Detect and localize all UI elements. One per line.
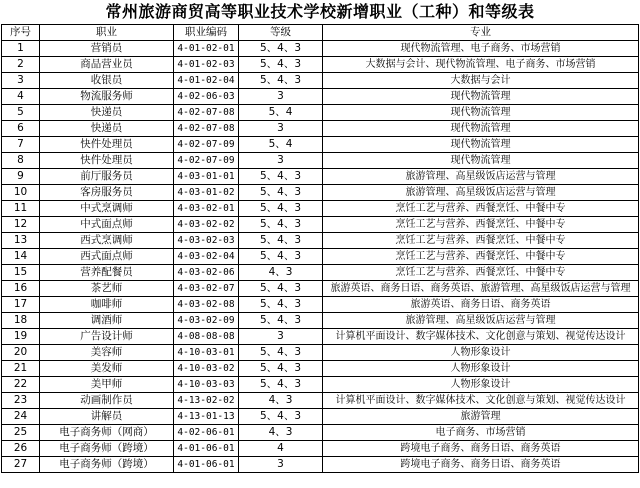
header-grade: 等级 bbox=[239, 25, 323, 41]
cell-index: 5 bbox=[2, 105, 40, 121]
table-row bbox=[2, 105, 639, 121]
cell-occupation: 客房服务员 bbox=[40, 185, 174, 201]
cell-index: 14 bbox=[2, 249, 40, 265]
cell-grade: 5、4、3 bbox=[239, 233, 323, 249]
cell-code: 4-02-07-09 bbox=[174, 153, 239, 169]
cell-occupation: 调酒师 bbox=[40, 313, 174, 329]
cell-index: 18 bbox=[2, 313, 40, 329]
cell-occupation: 讲解员 bbox=[40, 409, 174, 425]
cell-grade: 4、3 bbox=[239, 393, 323, 409]
cell-grade: 5、4、3 bbox=[239, 201, 323, 217]
cell-occupation: 茶艺师 bbox=[40, 281, 174, 297]
cell-major: 计算机平面设计、数字媒体技术、文化创意与策划、视觉传达设计 bbox=[323, 329, 639, 345]
table-row bbox=[2, 425, 639, 441]
cell-occupation: 快递员 bbox=[40, 121, 174, 137]
cell-code: 4-03-02-07 bbox=[174, 281, 239, 297]
table-row bbox=[2, 361, 639, 377]
cell-code: 4-03-02-04 bbox=[174, 249, 239, 265]
cell-code: 4-01-02-01 bbox=[174, 41, 239, 57]
cell-index: 6 bbox=[2, 121, 40, 137]
cell-index: 22 bbox=[2, 377, 40, 393]
cell-code: 4-02-06-03 bbox=[174, 89, 239, 105]
cell-index: 1 bbox=[2, 41, 40, 57]
cell-index: 27 bbox=[2, 457, 40, 473]
cell-major: 旅游管理、高星级饭店运营与管理 bbox=[323, 169, 639, 185]
header-occupation: 职业 bbox=[40, 25, 174, 41]
cell-code: 4-03-02-08 bbox=[174, 297, 239, 313]
cell-major: 旅游管理 bbox=[323, 409, 639, 425]
cell-major: 电子商务、市场营销 bbox=[323, 425, 639, 441]
cell-major: 现代物流管理、电子商务、市场营销 bbox=[323, 41, 639, 57]
cell-index: 20 bbox=[2, 345, 40, 361]
cell-code: 4-01-02-04 bbox=[174, 73, 239, 89]
cell-major: 跨境电子商务、商务日语、商务英语 bbox=[323, 457, 639, 473]
cell-index: 8 bbox=[2, 153, 40, 169]
cell-code: 4-03-02-03 bbox=[174, 233, 239, 249]
cell-grade: 5、4、3 bbox=[239, 409, 323, 425]
cell-index: 16 bbox=[2, 281, 40, 297]
cell-code: 4-02-06-01 bbox=[174, 425, 239, 441]
cell-index: 25 bbox=[2, 425, 40, 441]
cell-major: 跨境电子商务、商务日语、商务英语 bbox=[323, 441, 639, 457]
cell-grade: 4 bbox=[239, 441, 323, 457]
table-row bbox=[2, 377, 639, 393]
cell-occupation: 西式烹调师 bbox=[40, 233, 174, 249]
cell-occupation: 营养配餐员 bbox=[40, 265, 174, 281]
cell-major: 计算机平面设计、数字媒体技术、文化创意与策划、视觉传达设计 bbox=[323, 393, 639, 409]
table-header-row bbox=[2, 25, 639, 41]
cell-major: 人物形象设计 bbox=[323, 377, 639, 393]
cell-grade: 5、4、3 bbox=[239, 377, 323, 393]
cell-occupation: 中式烹调师 bbox=[40, 201, 174, 217]
cell-major: 旅游英语、商务日语、商务英语 bbox=[323, 297, 639, 313]
table-row bbox=[2, 153, 639, 169]
cell-occupation: 收银员 bbox=[40, 73, 174, 89]
cell-occupation: 快件处理员 bbox=[40, 153, 174, 169]
header-code: 职业编码 bbox=[174, 25, 239, 41]
table-row bbox=[2, 89, 639, 105]
cell-index: 23 bbox=[2, 393, 40, 409]
cell-index: 12 bbox=[2, 217, 40, 233]
cell-occupation: 动画制作员 bbox=[40, 393, 174, 409]
cell-grade: 5、4、3 bbox=[239, 345, 323, 361]
cell-grade: 5、4、3 bbox=[239, 169, 323, 185]
cell-occupation: 咖啡师 bbox=[40, 297, 174, 313]
cell-grade: 5、4、3 bbox=[239, 313, 323, 329]
cell-grade: 5、4、3 bbox=[239, 185, 323, 201]
cell-grade: 4、3 bbox=[239, 425, 323, 441]
cell-major: 人物形象设计 bbox=[323, 345, 639, 361]
cell-grade: 5、4、3 bbox=[239, 57, 323, 73]
table-row bbox=[2, 185, 639, 201]
cell-index: 4 bbox=[2, 89, 40, 105]
cell-grade: 5、4、3 bbox=[239, 217, 323, 233]
table-row bbox=[2, 201, 639, 217]
table-row bbox=[2, 313, 639, 329]
cell-code: 4-01-06-01 bbox=[174, 441, 239, 457]
cell-major: 现代物流管理 bbox=[323, 121, 639, 137]
cell-occupation: 快递员 bbox=[40, 105, 174, 121]
header-major: 专业 bbox=[323, 25, 639, 41]
table-row bbox=[2, 393, 639, 409]
cell-occupation: 快件处理员 bbox=[40, 137, 174, 153]
table-row bbox=[2, 249, 639, 265]
table-row bbox=[2, 441, 639, 457]
cell-occupation: 广告设计师 bbox=[40, 329, 174, 345]
cell-index: 7 bbox=[2, 137, 40, 153]
table-row bbox=[2, 57, 639, 73]
table-row bbox=[2, 169, 639, 185]
cell-code: 4-10-03-02 bbox=[174, 361, 239, 377]
cell-grade: 3 bbox=[239, 153, 323, 169]
table-row bbox=[2, 281, 639, 297]
cell-occupation: 电子商务师（网商） bbox=[40, 425, 174, 441]
cell-index: 19 bbox=[2, 329, 40, 345]
cell-code: 4-02-07-08 bbox=[174, 121, 239, 137]
cell-code: 4-10-03-01 bbox=[174, 345, 239, 361]
cell-occupation: 西式面点师 bbox=[40, 249, 174, 265]
table-row bbox=[2, 233, 639, 249]
table-row bbox=[2, 409, 639, 425]
cell-code: 4-01-02-03 bbox=[174, 57, 239, 73]
table-row bbox=[2, 217, 639, 233]
cell-grade: 5、4、3 bbox=[239, 73, 323, 89]
cell-major: 大数据与会计、现代物流管理、电子商务、市场营销 bbox=[323, 57, 639, 73]
table-row bbox=[2, 329, 639, 345]
cell-index: 26 bbox=[2, 441, 40, 457]
cell-major: 现代物流管理 bbox=[323, 137, 639, 153]
cell-major: 烹饪工艺与营养、西餐烹饪、中餐中专 bbox=[323, 217, 639, 233]
cell-major: 旅游英语、商务日语、商务英语、旅游管理、高星级饭店运营与管理 bbox=[323, 281, 639, 297]
cell-occupation: 美甲师 bbox=[40, 377, 174, 393]
cell-grade: 3 bbox=[239, 457, 323, 473]
cell-grade: 5、4 bbox=[239, 105, 323, 121]
cell-grade: 4、3 bbox=[239, 265, 323, 281]
table-row bbox=[2, 457, 639, 473]
cell-grade: 5、4、3 bbox=[239, 281, 323, 297]
cell-index: 10 bbox=[2, 185, 40, 201]
table-row bbox=[2, 41, 639, 57]
cell-code: 4-02-07-08 bbox=[174, 105, 239, 121]
cell-occupation: 营销员 bbox=[40, 41, 174, 57]
cell-index: 2 bbox=[2, 57, 40, 73]
cell-code: 4-03-01-01 bbox=[174, 169, 239, 185]
cell-index: 17 bbox=[2, 297, 40, 313]
cell-major: 旅游管理、高星级饭店运营与管理 bbox=[323, 313, 639, 329]
cell-grade: 5、4、3 bbox=[239, 249, 323, 265]
cell-code: 4-01-06-01 bbox=[174, 457, 239, 473]
table-row bbox=[2, 137, 639, 153]
cell-occupation: 电子商务师（跨境） bbox=[40, 457, 174, 473]
table-row bbox=[2, 73, 639, 89]
cell-grade: 5、4 bbox=[239, 137, 323, 153]
cell-index: 21 bbox=[2, 361, 40, 377]
table-body bbox=[2, 41, 639, 473]
cell-index: 9 bbox=[2, 169, 40, 185]
cell-major: 大数据与会计 bbox=[323, 73, 639, 89]
cell-index: 15 bbox=[2, 265, 40, 281]
table-row bbox=[2, 121, 639, 137]
cell-occupation: 电子商务师（跨境） bbox=[40, 441, 174, 457]
page-title: 常州旅游商贸高等职业技术学校新增职业（工种）和等级表 bbox=[105, 2, 535, 21]
occupation-table bbox=[1, 24, 639, 473]
cell-grade: 3 bbox=[239, 89, 323, 105]
cell-code: 4-03-02-02 bbox=[174, 217, 239, 233]
table-row bbox=[2, 297, 639, 313]
cell-occupation: 物流服务师 bbox=[40, 89, 174, 105]
cell-index: 11 bbox=[2, 201, 40, 217]
cell-code: 4-03-01-02 bbox=[174, 185, 239, 201]
cell-major: 烹饪工艺与营养、西餐烹饪、中餐中专 bbox=[323, 249, 639, 265]
cell-occupation: 美容师 bbox=[40, 345, 174, 361]
table-row bbox=[2, 345, 639, 361]
cell-major: 烹饪工艺与营养、西餐烹饪、中餐中专 bbox=[323, 265, 639, 281]
cell-major: 烹饪工艺与营养、西餐烹饪、中餐中专 bbox=[323, 233, 639, 249]
cell-index: 3 bbox=[2, 73, 40, 89]
cell-code: 4-08-08-08 bbox=[174, 329, 239, 345]
cell-grade: 3 bbox=[239, 121, 323, 137]
cell-occupation: 商品营业员 bbox=[40, 57, 174, 73]
cell-code: 4-13-01-13 bbox=[174, 409, 239, 425]
cell-grade: 3 bbox=[239, 329, 323, 345]
cell-code: 4-10-03-03 bbox=[174, 377, 239, 393]
cell-major: 现代物流管理 bbox=[323, 105, 639, 121]
cell-occupation: 中式面点师 bbox=[40, 217, 174, 233]
cell-grade: 5、4、3 bbox=[239, 41, 323, 57]
cell-occupation: 前厅服务员 bbox=[40, 169, 174, 185]
table-row bbox=[2, 265, 639, 281]
cell-major: 烹饪工艺与营养、西餐烹饪、中餐中专 bbox=[323, 201, 639, 217]
cell-code: 4-03-02-01 bbox=[174, 201, 239, 217]
cell-major: 人物形象设计 bbox=[323, 361, 639, 377]
cell-major: 现代物流管理 bbox=[323, 153, 639, 169]
cell-index: 24 bbox=[2, 409, 40, 425]
cell-code: 4-03-02-09 bbox=[174, 313, 239, 329]
cell-occupation: 美发师 bbox=[40, 361, 174, 377]
cell-major: 现代物流管理 bbox=[323, 89, 639, 105]
header-index: 序号 bbox=[2, 25, 40, 41]
cell-code: 4-02-07-09 bbox=[174, 137, 239, 153]
cell-grade: 5、4、3 bbox=[239, 361, 323, 377]
cell-code: 4-13-02-02 bbox=[174, 393, 239, 409]
cell-major: 旅游管理、高星级饭店运营与管理 bbox=[323, 185, 639, 201]
cell-code: 4-03-02-06 bbox=[174, 265, 239, 281]
cell-grade: 5、4、3 bbox=[239, 297, 323, 313]
cell-index: 13 bbox=[2, 233, 40, 249]
